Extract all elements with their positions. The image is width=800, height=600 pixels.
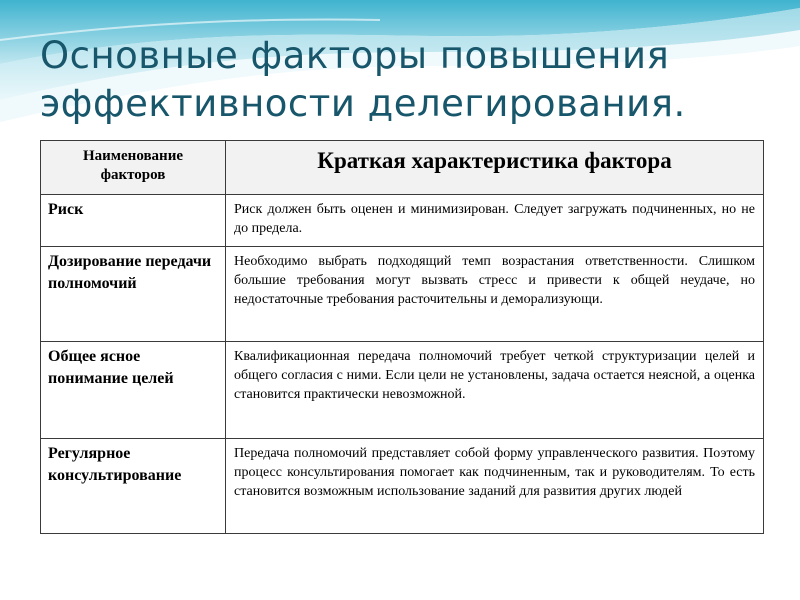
header-description-label: Краткая характеристика фактора [317,148,672,173]
factor-name-cell [41,247,226,342]
factor-description: Передача полномочий представляет собой форму управленческого развития. Поэтому процесс консультирования помогает как подчиненным, так и руководителям. То есть становится возможным использование заданий для развития других людей [234,446,755,499]
factor-description-cell [226,195,764,247]
factor-name: Риск [48,201,84,218]
factor-name-cell [41,342,226,439]
header-cell-description [226,141,764,195]
factor-description: Квалификационная передача полномочий требует четкой структуризации целей и общего согласия с ними. Если цели не установлены, задача остается неясной, а оценка становится практически невозможной. [234,349,755,402]
factor-description: Риск должен быть оценен и минимизирован. Следует загружать подчиненных, но не до предела. [234,202,755,236]
factor-name-cell [41,439,226,534]
factor-description-cell [226,342,764,439]
factor-description: Необходимо выбрать подходящий темп возрастания ответственности. Слишком большие требования могут вызвать стресс и привести к общей неудаче, но недостаточные требования расточительны и деморализующи. [234,254,755,307]
factor-description-cell [226,439,764,534]
table-row [41,247,764,342]
factor-description-cell [226,247,764,342]
page-title: Основные факторы повышения эффективности делегирования. [40,34,686,125]
factor-name: Регулярное консультирование [48,445,182,484]
header-name-label: Наименование факторов [83,148,183,183]
table-row [41,342,764,439]
table-header-row [41,141,764,195]
table-row [41,439,764,534]
factor-name: Дозирование передачи полномочий [48,253,212,292]
factor-name-cell [41,195,226,247]
factor-name: Общее ясное понимание целей [48,348,174,387]
factors-table [40,140,764,534]
header-cell-name [41,141,226,195]
table-row [41,195,764,247]
